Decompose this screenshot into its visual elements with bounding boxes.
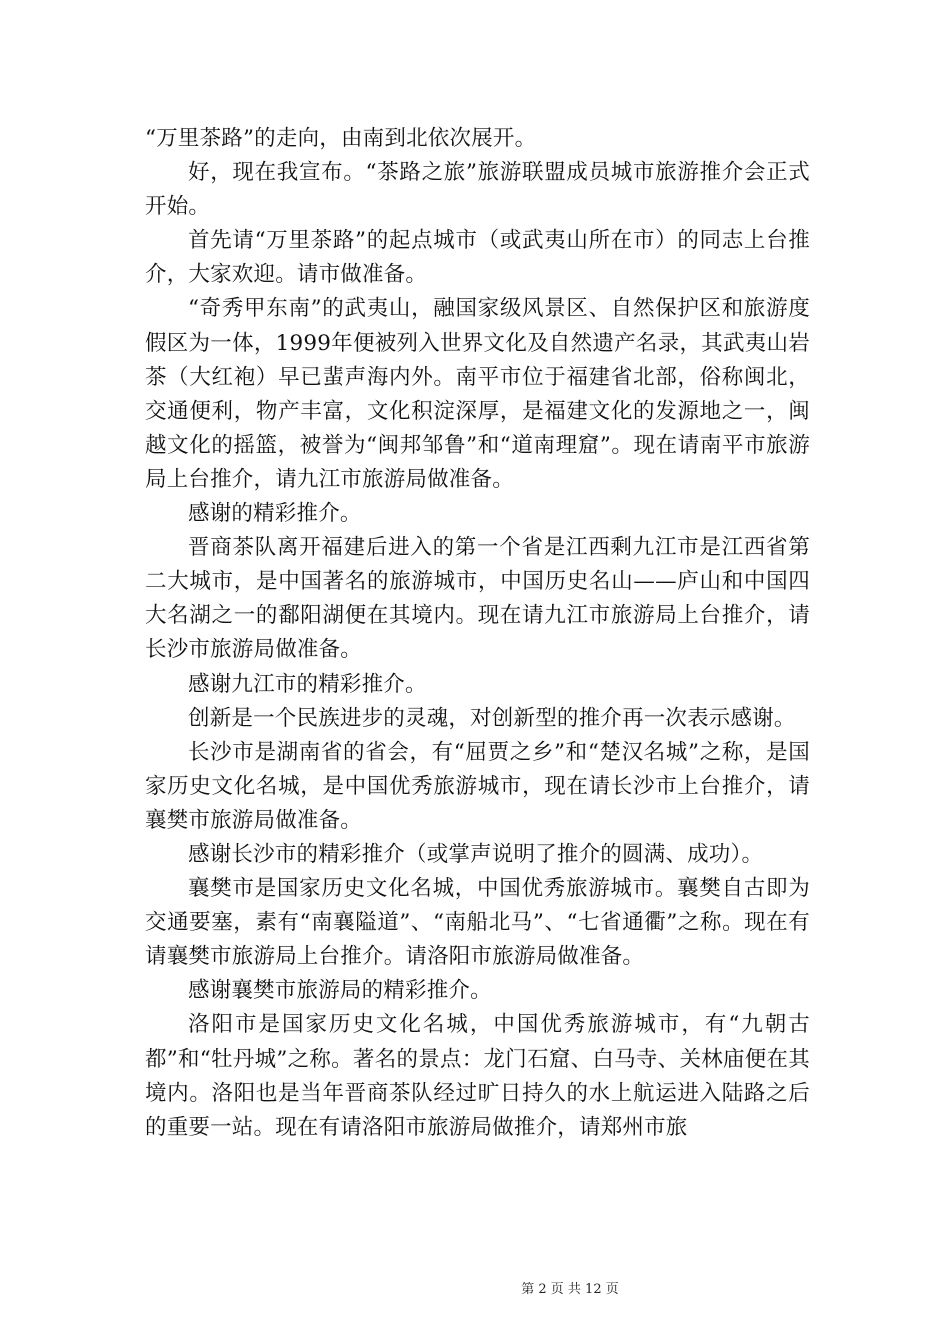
paragraph: 襄樊市是国家历史文化名城，中国优秀旅游城市。襄樊自古即为交通要塞，素有“南襄隘道”、“南船北马”、“七省通衢”之称。现在有请襄樊市旅游局上台推介。请洛阳市旅游局做准备。 — [145, 876, 810, 970]
paragraph: 晋商茶队离开福建后进入的第一个省是江西剩九江市是江西省第二大城市，是中国著名的旅游城市，中国历史名山——庐山和中国四大名湖之一的鄱阳湖便在其境内。现在请九江市旅游局上台推介，请长沙市旅游局做准备。 — [145, 535, 810, 663]
paragraph: 首先请“万里茶路”的起点城市（或武夷山所在市）的同志上台推介，大家欢迎。请市做准备。 — [145, 228, 810, 288]
paragraph: 洛阳市是国家历史文化名城，中国优秀旅游城市，有“九朝古都”和“牡丹城”之称。著名的景点：龙门石窟、白马寺、关林庙便在其境内。洛阳也是当年晋商茶队经过旷日持久的水上航运进入陆路之后的重要一站。现在有请洛阳市旅游局做推介，请郑州市旅 — [145, 1012, 810, 1140]
paragraph: 感谢襄樊市旅游局的精彩推介。 — [188, 978, 492, 1004]
paragraph: 好，现在我宣布。“茶路之旅”旅游联盟成员城市旅游推介会正式开始。 — [145, 160, 810, 220]
paragraph: “奇秀甲东南”的武夷山，融国家级风景区、自然保护区和旅游度假区为一体，1999年便被列入世界文化及自然遗产名录，其武夷山岩茶（大红袍）早已蜚声海内外。南平市位于福建省北部，俗称闽北，交通便利，物产丰富，文化积淀深厚，是福建文化的发源地之一，闽越文化的摇篮，被誉为“闽邦邹鲁”和“道南理窟”。现在请南平市旅游局上台推介，请九江市旅游局做准备。 — [145, 296, 810, 492]
paragraph: 感谢九江市的精彩推介。 — [188, 671, 427, 697]
paragraph: 创新是一个民族进步的灵魂，对创新型的推介再一次表示感谢。 — [188, 705, 796, 731]
paragraph: 感谢长沙市的精彩推介（或掌声说明了推介的圆满、成功）。 — [188, 841, 764, 867]
page-number-footer: 第 2 页 共 12 页 — [521, 1282, 619, 1297]
paragraph: 感谢的精彩推介。 — [188, 501, 362, 527]
paragraph: 长沙市是湖南省的省会，有“屈贾之乡”和“楚汉名城”之称，是国家历史文化名城，是中国优秀旅游城市，现在请长沙市上台推介，请襄樊市旅游局做准备。 — [145, 739, 810, 833]
body-text — [145, 122, 810, 1145]
paragraph: “万里茶路”的走向，由南到北依次展开。 — [145, 126, 537, 151]
